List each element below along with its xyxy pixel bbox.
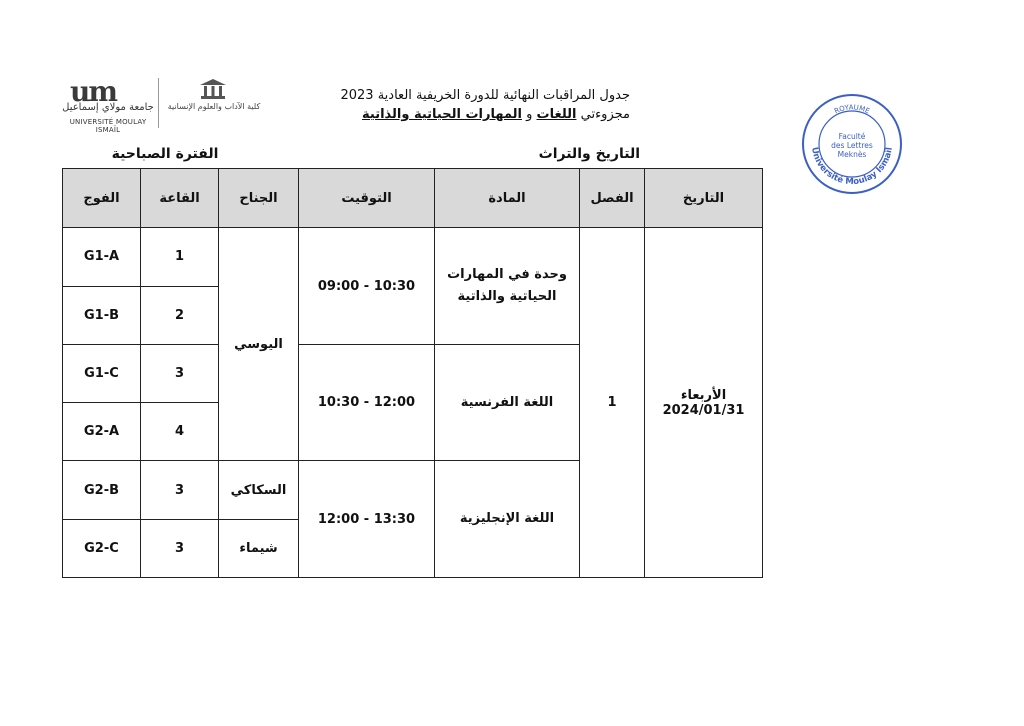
header-date: التاريخ	[645, 169, 763, 228]
document-title: جدول المراقبات النهائية للدورة الخريفية العادية 2023	[340, 88, 630, 103]
stamp-center-line-1: Faculté	[838, 132, 866, 141]
subject-cell: اللغة الفرنسية	[435, 344, 580, 461]
university-logo	[62, 75, 154, 134]
group-cell: G1-C	[63, 344, 141, 402]
room-cell: 2	[141, 286, 219, 344]
svg-text:ROYAUME	[833, 103, 871, 115]
subtitle-languages: اللغات	[536, 107, 577, 122]
room-cell: 3	[141, 519, 219, 577]
document-subtitle	[330, 107, 630, 122]
semester-cell: 1	[580, 228, 645, 578]
exam-schedule-table	[62, 168, 763, 578]
faculty-building-icon	[198, 78, 228, 100]
room-cell: 4	[141, 403, 219, 461]
header-group: الفوج	[63, 169, 141, 228]
room-cell: 3	[141, 461, 219, 519]
group-cell: G1-B	[63, 286, 141, 344]
session-label: الفترة الصباحية	[111, 146, 219, 162]
university-logo-mark: um	[70, 75, 116, 108]
group-cell: G2-C	[63, 519, 141, 577]
faculty-stamp	[800, 92, 904, 196]
subtitle-and: و	[522, 107, 537, 122]
group-cell: G2-A	[63, 403, 141, 461]
university-name-french: UNIVERSITÉ MOULAY ISMAÏL	[69, 118, 147, 134]
wing-cell: السكاكي	[219, 461, 299, 519]
subject-cell: اللغة الإنجليزية	[435, 461, 580, 578]
header-time: التوقيت	[299, 169, 435, 228]
logo-divider	[158, 78, 159, 128]
group-cell: G1-A	[63, 228, 141, 286]
subject-cell	[435, 228, 580, 345]
subtitle-life-skills: المهارات الحياتية والذاتية	[362, 107, 522, 122]
stamp-center-line-2: des Lettres	[831, 141, 873, 150]
header-room: القاعة	[141, 169, 219, 228]
date-cell: الأربعاء 2024/01/31	[645, 228, 763, 578]
department-label: التاريخ والتراث	[538, 146, 640, 162]
table-header-row	[63, 169, 763, 228]
room-cell: 1	[141, 228, 219, 286]
stamp-top-text: ROYAUME	[833, 103, 871, 116]
subtitle-prefix: مجزوءتي	[576, 107, 630, 122]
room-cell: 3	[141, 344, 219, 402]
subject-line-1: وحدة في المهارات	[447, 267, 567, 283]
table-row	[63, 228, 763, 286]
subject-line-2: الحياتية والذاتية	[457, 289, 557, 305]
header-wing: الجناح	[219, 169, 299, 228]
time-cell: 09:00 - 10:30	[299, 228, 435, 345]
stamp-center-line-3: Meknès	[837, 150, 867, 159]
header-semester: الفصل	[580, 169, 645, 228]
wing-cell: اليوسي	[219, 228, 299, 461]
university-name-arabic: جامعة مولاي إسماعيل	[62, 102, 154, 113]
header-subject: المادة	[435, 169, 580, 228]
group-cell: G2-B	[63, 461, 141, 519]
faculty-logo	[164, 78, 264, 132]
wing-cell: شيماء	[219, 519, 299, 577]
time-cell: 10:30 - 12:00	[299, 344, 435, 461]
stamp-ring-text: Université Moulay Ismaïl	[809, 146, 895, 188]
faculty-name-arabic: كلية الآداب والعلوم الإنسانية	[167, 102, 261, 111]
time-cell: 12:00 - 13:30	[299, 461, 435, 578]
